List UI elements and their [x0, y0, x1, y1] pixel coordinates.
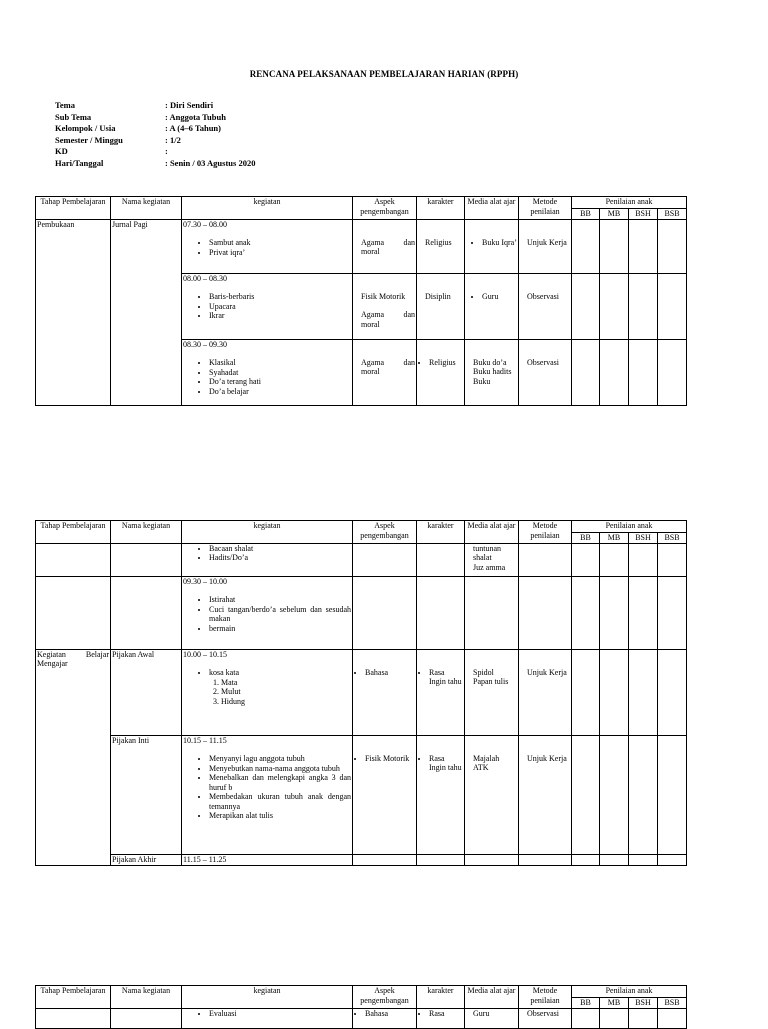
time-label: 07.30 – 08.00 — [183, 219, 227, 229]
list-item: • Juz amma — [473, 563, 517, 573]
aspek-list — [354, 358, 415, 377]
score-cell-mb — [600, 339, 629, 405]
score-cell-bsh — [629, 735, 658, 854]
cell-media — [465, 339, 519, 405]
score-cell-bsb — [658, 1008, 687, 1028]
header-bsb: BSB — [658, 209, 687, 220]
score-cell-bb — [572, 576, 600, 649]
meta-row-kelompok — [55, 123, 255, 135]
list-item: 1. Mata — [221, 678, 351, 688]
list-item: • Membedakan ukuran tubuh anak dengan temannya — [209, 792, 351, 811]
header-tahap: Tahap Pembelajaran — [36, 521, 111, 544]
header-kegiatan: kegiatan — [182, 521, 353, 544]
score-cell-bsb — [658, 649, 687, 735]
time-label: 08.30 – 09.30 — [183, 339, 227, 349]
karakter-list — [418, 238, 463, 248]
list-item: • Ikrar — [209, 311, 351, 321]
score-cell-mb — [600, 1008, 629, 1028]
header-metode: Metode penilaian — [519, 197, 572, 220]
cell-media — [465, 649, 519, 735]
metode-list — [520, 668, 570, 678]
score-cell-bb — [572, 1008, 600, 1028]
list-item: • Guru — [473, 1009, 517, 1019]
meta-value: : — [165, 146, 168, 156]
header-tahap: Tahap Pembelajaran — [36, 986, 111, 1009]
meta-label: Tema — [55, 100, 75, 110]
list-item: • Papan tulis — [473, 677, 517, 687]
score-cell-bb — [572, 543, 600, 576]
list-item: • Evaluasi — [209, 1009, 351, 1019]
list-item: • Buku do’a — [473, 358, 517, 368]
media-list — [466, 238, 517, 248]
list-item: • Bahasa — [365, 1009, 415, 1019]
header-nama: Nama kegiatan — [111, 197, 182, 220]
list-item: • Buku hadits — [473, 367, 517, 377]
meta-row-kd — [55, 146, 255, 158]
cell-aspek — [353, 649, 417, 735]
header-aspek: Aspek pengembangan — [353, 197, 417, 220]
score-cell-bb — [572, 219, 600, 273]
media-list — [466, 754, 517, 773]
header-nama: Nama kegiatan — [111, 521, 182, 544]
rpph-table-3 — [35, 985, 687, 1029]
list-item: • kosa kata — [209, 668, 351, 678]
cell-karakter — [417, 543, 465, 576]
list-item: • Buku — [473, 377, 517, 387]
cell-nama: Pijakan Akhir — [111, 854, 182, 865]
list-item: • Klasikal — [209, 358, 351, 368]
list-item: • Unjuk Kerja — [527, 238, 570, 248]
cell-kegiatan — [182, 543, 353, 576]
header-mb: MB — [600, 209, 629, 220]
cell-kegiatan — [182, 649, 353, 735]
header-karakter: karakter — [417, 197, 465, 220]
cell-media — [465, 219, 519, 273]
score-cell-bsh — [629, 219, 658, 273]
header-metode: Metode penilaian — [519, 986, 572, 1009]
time-label: 11.15 – 11.25 — [183, 854, 227, 864]
score-cell-bsb — [658, 576, 687, 649]
karakter-list — [418, 668, 463, 687]
header-media: Media alat ajar — [465, 986, 519, 1009]
meta-label: Hari/Tanggal — [55, 157, 104, 168]
list-item: • Unjuk Kerja — [527, 668, 570, 678]
list-item: • Do’a belajar — [209, 387, 351, 397]
list-item: • Rasa — [429, 1009, 463, 1019]
meta-row-tanggal — [55, 158, 255, 170]
score-cell-bsh — [629, 339, 658, 405]
header-bb: BB — [572, 533, 600, 544]
meta-value: : A (4–6 Tahun) — [165, 123, 221, 133]
activity-list — [183, 292, 351, 321]
header-nama: Nama kegiatan — [111, 986, 182, 1009]
list-item: • Privat iqra’ — [209, 248, 351, 258]
list-item: • Rasa Ingin tahu — [429, 754, 463, 773]
list-item: • Majalah — [473, 754, 517, 764]
metode-list — [520, 754, 570, 764]
list-item: 2. Mulut — [221, 687, 351, 697]
list-item: • Menyebutkan nama-nama anggota tubuh — [209, 764, 351, 774]
meta-label: Sub Tema — [55, 111, 92, 122]
media-list — [466, 358, 517, 387]
cell-karakter — [417, 735, 465, 854]
list-item: • Fisik Motorik — [365, 754, 415, 764]
cell-media — [465, 1008, 519, 1028]
aspek-list — [354, 238, 415, 257]
table-row — [36, 1008, 687, 1028]
meta-value: : Anggota Tubuh — [165, 111, 226, 122]
header-bsb: BSB — [658, 998, 687, 1009]
list-item: • Agama dan moral — [361, 238, 415, 257]
activity-list — [183, 595, 351, 633]
score-cell-bsh — [629, 273, 658, 339]
list-item: • Bacaan shalat — [209, 544, 351, 554]
meta-value: : 1/2 — [165, 134, 181, 145]
activity-list — [183, 754, 351, 821]
time-label: 10.15 – 11.15 — [183, 735, 227, 745]
activity-list — [183, 544, 351, 563]
header-karakter: karakter — [417, 986, 465, 1009]
rpph-table-2 — [35, 520, 687, 866]
cell-media — [465, 576, 519, 649]
table-row — [36, 735, 687, 854]
list-item: • ATK — [473, 763, 517, 773]
cell-nama — [111, 576, 182, 649]
activity-list — [183, 1009, 351, 1019]
cell-tahap: Kegiatan Belajar Mengajar — [36, 649, 111, 865]
cell-aspek — [353, 273, 417, 339]
media-list — [466, 668, 517, 687]
karakter-list — [418, 292, 463, 302]
cell-karakter — [417, 219, 465, 273]
list-item: • Istirahat — [209, 595, 351, 605]
time-label: 08.00 – 08.30 — [183, 273, 227, 283]
header-aspek: Aspek pengembangan — [353, 521, 417, 544]
score-cell-bsh — [629, 543, 658, 576]
list-item: • Agama dan moral — [361, 310, 415, 329]
cell-media — [465, 273, 519, 339]
header-bsh: BSH — [629, 533, 658, 544]
cell-media — [465, 543, 519, 576]
cell-media — [465, 735, 519, 854]
cell-aspek — [353, 1008, 417, 1028]
list-item: • Guru — [482, 292, 517, 302]
header-karakter: karakter — [417, 521, 465, 544]
list-item: • Hadits/Do’a — [209, 553, 351, 563]
cell-kegiatan — [182, 735, 353, 854]
list-item: • Unjuk Kerja — [527, 754, 570, 764]
score-cell-bsb — [658, 543, 687, 576]
score-cell-bb — [572, 854, 600, 865]
karakter-list — [418, 754, 463, 773]
list-item: • Cuci tangan/berdo’a sebelum dan sesudah makan — [209, 605, 351, 624]
table-row — [36, 219, 687, 273]
rpph-table-1 — [35, 196, 687, 406]
list-item: • Upacara — [209, 302, 351, 312]
header-bsh: BSH — [629, 209, 658, 220]
cell-tahap — [36, 1008, 111, 1028]
list-item: • Do’a terang hati — [209, 377, 351, 387]
meta-row-tema — [55, 100, 255, 112]
karakter-list — [418, 1009, 463, 1019]
cell-tahap — [36, 576, 111, 649]
list-item: • Bahasa — [365, 668, 415, 678]
score-cell-bb — [572, 649, 600, 735]
media-list — [466, 563, 517, 573]
activity-list — [183, 358, 351, 396]
meta-row-semester — [55, 135, 255, 147]
list-item: • Agama dan moral — [361, 358, 415, 377]
metode-list — [520, 1009, 570, 1019]
list-item: 3. Hidung — [221, 697, 351, 707]
page-title: RENCANA PELAKSANAAN PEMBELAJARAN HARIAN (RPPH) — [249, 69, 519, 79]
cell-metode — [519, 735, 572, 854]
cell-aspek — [353, 735, 417, 854]
karakter-list — [418, 358, 463, 368]
list-item: • Religius — [425, 238, 463, 248]
list-item: • Sambut anak — [209, 238, 351, 248]
score-cell-bsb — [658, 339, 687, 405]
cell-metode — [519, 273, 572, 339]
list-item: • Rasa Ingin tahu — [429, 668, 463, 687]
cell-metode — [519, 649, 572, 735]
cell-nama: Pijakan Awal — [111, 649, 182, 735]
cell-aspek — [353, 543, 417, 576]
score-cell-mb — [600, 735, 629, 854]
activity-list — [183, 238, 351, 257]
score-cell-bsh — [629, 649, 658, 735]
table-row — [36, 543, 687, 576]
header-penilaian: Penilaian anak — [572, 521, 687, 533]
list-item: • Menebalkan dan melengkapi angka 3 dan huruf b — [209, 773, 351, 792]
cell-aspek — [353, 854, 417, 865]
score-cell-mb — [600, 543, 629, 576]
cell-kegiatan — [182, 576, 353, 649]
header-tahap: Tahap Pembelajaran — [36, 197, 111, 220]
cell-karakter — [417, 273, 465, 339]
time-label: 09.30 – 10.00 — [183, 576, 227, 586]
cell-aspek — [353, 219, 417, 273]
meta-block — [55, 100, 255, 169]
header-kegiatan: kegiatan — [182, 986, 353, 1009]
sub-list — [183, 678, 351, 707]
header-bsh: BSH — [629, 998, 658, 1009]
score-cell-mb — [600, 576, 629, 649]
cell-tahap — [36, 543, 111, 576]
header-bsb: BSB — [658, 533, 687, 544]
cell-karakter — [417, 1008, 465, 1028]
aspek-list — [354, 1009, 415, 1019]
score-cell-bsb — [658, 273, 687, 339]
time-label: 10.00 – 10.15 — [183, 649, 227, 659]
cell-metode — [519, 1008, 572, 1028]
metode-list — [520, 238, 570, 248]
score-cell-bsh — [629, 854, 658, 865]
list-item: • Syahadat — [209, 368, 351, 378]
cell-aspek — [353, 576, 417, 649]
aspek-list — [354, 292, 415, 302]
aspek-list — [354, 310, 415, 329]
score-cell-bsb — [658, 219, 687, 273]
cell-metode — [519, 219, 572, 273]
cell-kegiatan — [182, 273, 353, 339]
meta-value: : Diri Sendiri — [165, 100, 214, 110]
meta-row-subtema — [55, 112, 255, 124]
header-penilaian: Penilaian anak — [572, 197, 687, 209]
cell-metode — [519, 339, 572, 405]
score-cell-bsh — [629, 1008, 658, 1028]
score-cell-mb — [600, 219, 629, 273]
score-cell-bb — [572, 735, 600, 854]
metode-list — [520, 358, 570, 368]
cell-metode — [519, 854, 572, 865]
table-row — [36, 854, 687, 865]
activity-list — [183, 668, 351, 678]
cell-metode — [519, 543, 572, 576]
score-cell-mb — [600, 854, 629, 865]
score-cell-mb — [600, 273, 629, 339]
media-list — [466, 292, 517, 302]
cell-nama: Pijakan Inti — [111, 735, 182, 854]
cell-kegiatan — [182, 1008, 353, 1028]
score-cell-bb — [572, 339, 600, 405]
cell-metode — [519, 576, 572, 649]
score-cell-bsh — [629, 576, 658, 649]
metode-list — [520, 292, 570, 302]
list-item: • Fisik Motorik — [361, 292, 415, 302]
list-item: • Observasi — [527, 292, 570, 302]
header-media: Media alat ajar — [465, 521, 519, 544]
meta-label: Kelompok / Usia — [55, 123, 116, 133]
table-row — [36, 576, 687, 649]
header-kegiatan: kegiatan — [182, 197, 353, 220]
score-cell-bb — [572, 273, 600, 339]
header-penilaian: Penilaian anak — [572, 986, 687, 998]
aspek-list — [354, 754, 415, 764]
header-media: Media alat ajar — [465, 197, 519, 220]
list-item: • Observasi — [527, 358, 570, 368]
cell-nama: Jurnal Pagi — [111, 219, 182, 405]
cell-karakter — [417, 854, 465, 865]
score-cell-bsb — [658, 735, 687, 854]
media-list — [466, 1009, 517, 1019]
aspek-list — [354, 668, 415, 678]
header-aspek: Aspek pengembangan — [353, 986, 417, 1009]
header-mb: MB — [600, 998, 629, 1009]
cell-karakter — [417, 339, 465, 405]
meta-label: KD — [55, 146, 68, 156]
cell-karakter — [417, 649, 465, 735]
list-item: • Menyanyi lagu anggota tubuh — [209, 754, 351, 764]
header-bb: BB — [572, 998, 600, 1009]
cell-karakter — [417, 576, 465, 649]
list-item: • Observasi — [527, 1009, 570, 1019]
list-item: • Spidol — [473, 668, 517, 678]
list-item: • Disiplin — [425, 292, 463, 302]
list-item: • Merapikan alat tulis — [209, 811, 351, 821]
header-bb: BB — [572, 209, 600, 220]
meta-value: : Senin / 03 Agustus 2020 — [165, 157, 256, 168]
list-item: • Buku Iqra’ — [482, 238, 517, 248]
cell-nama — [111, 1008, 182, 1028]
meta-label: Semester / Minggu — [55, 134, 123, 145]
media-continuation: tuntunan shalat — [473, 543, 501, 562]
cell-tahap: Pembukaan — [36, 219, 111, 405]
list-item: • Baris-berbaris — [209, 292, 351, 302]
header-metode: Metode penilaian — [519, 521, 572, 544]
cell-aspek — [353, 339, 417, 405]
table-row — [36, 649, 687, 735]
cell-kegiatan — [182, 854, 353, 865]
score-cell-mb — [600, 649, 629, 735]
list-item: • Religius — [429, 358, 463, 368]
score-cell-bsb — [658, 854, 687, 865]
cell-nama — [111, 543, 182, 576]
list-item: • bermain — [209, 624, 351, 634]
cell-media — [465, 854, 519, 865]
cell-kegiatan — [182, 339, 353, 405]
header-mb: MB — [600, 533, 629, 544]
cell-kegiatan — [182, 219, 353, 273]
